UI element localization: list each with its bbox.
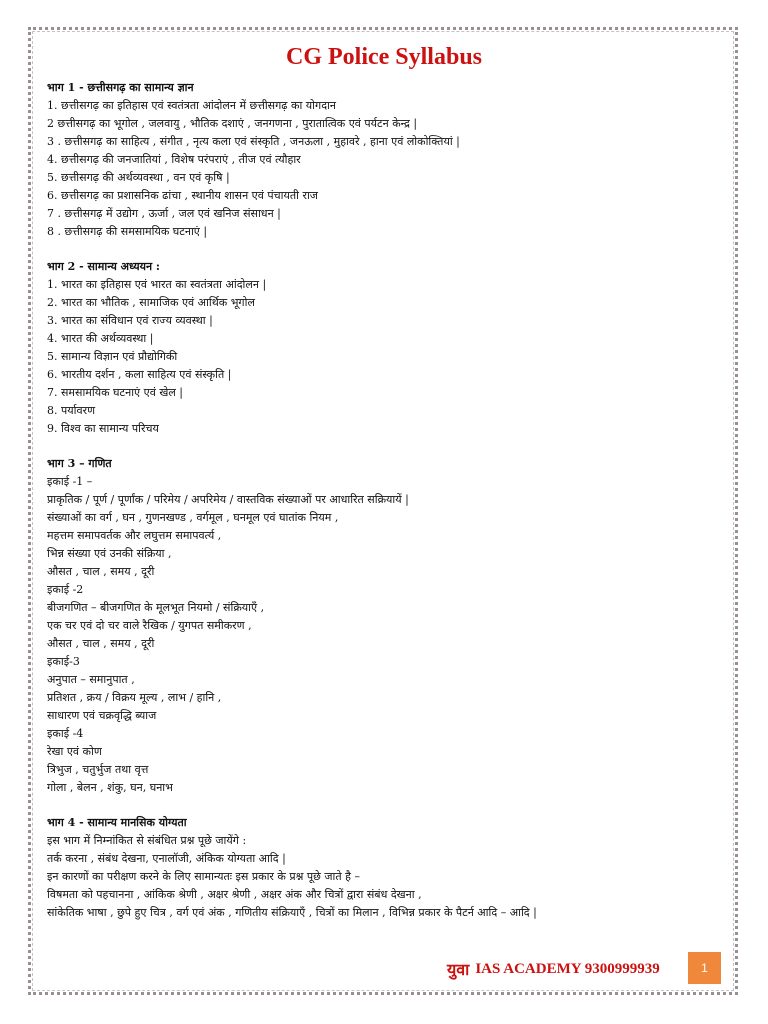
syllabus-line: प्राकृतिक / पूर्ण / पूर्णांक / परिमेय / अपरिमेय / वास्तविक संख्याओं पर आधारित सक्रियायें | [47,493,409,506]
syllabus-line: 3 . छत्तीसगढ़ का साहित्य , संगीत , नृत्य कला एवं संस्कृति , जनऊला , मुहावरे , हाना एवं लोकोक्तियां | [47,135,460,148]
syllabus-section-3 [47,455,717,797]
syllabus-line: सांकेतिक भाषा , छुपे हुए चित्र , वर्ग एवं अंक , गणितीय संक्रियाएँ , चित्रों का मिलान , विभिन्न प्रकार के पैटर्न आदि – आदि | [47,906,537,919]
syllabus-line: इकाई -1 – [47,475,93,488]
footer-brand-yuva: युवा [447,960,470,979]
syllabus-line: 4. छत्तीसगढ़ की जनजातियां , विशेष परंपराएं , तीज एवं त्यौहार [47,153,301,166]
document-title: CG Police Syllabus [285,44,483,70]
syllabus-line: भिन्न संख्या एवं उनकी संक्रिया , [47,547,172,560]
syllabus-line: गोला , बेलन , शंकु, घन, घनाभ [47,781,173,794]
syllabus-line: 6. भारतीय दर्शन , कला साहित्य एवं संस्कृति | [47,368,232,381]
syllabus-line: इकाई -2 [47,583,84,596]
syllabus-line: 9. विश्व का सामान्य परिचय [47,422,159,435]
syllabus-line: इकाई -4 [47,727,84,740]
syllabus-line: इस भाग में निम्नांकित से संबंधित प्रश्न पूछे जायेंगे : [47,834,247,847]
syllabus-line: बीजगणित – बीजगणित के मूलभूत नियमो / संक्रियाएँ , [47,601,265,614]
page-number-badge: 1 [688,952,721,984]
syllabus-line: 8 . छत्तीसगढ़ की समसामयिक घटनाएं | [47,225,208,238]
syllabus-section-4 [47,814,717,922]
syllabus-line: 1. छत्तीसगढ़ का इतिहास एवं स्वतंत्रता आंदोलन में छत्तीसगढ़ का योगदान [47,99,337,112]
syllabus-section-1 [47,79,717,241]
section-heading: भाग 3 – गणित [47,457,112,470]
syllabus-line: 5. सामान्य विज्ञान एवं प्रौद्योगिकी [47,350,178,363]
syllabus-line: 2 छत्तीसगढ़ का भूगोल , जलवायु , भौतिक दशाएं , जनगणना , पुरातात्विक एवं पर्यटन केन्द्र | [47,117,418,130]
syllabus-line: तर्क करना , संबंध देखना, एनालॉजी, अंकिक योग्यता आदि | [47,852,286,865]
syllabus-line: रेखा एवं कोण [47,745,102,758]
syllabus-content [47,79,717,922]
syllabus-line: विषमता को पहचानना , आंकिक श्रेणी , अक्षर श्रेणी , अक्षर अंक और चित्रों द्वारा संबंध देखना , [47,888,422,901]
syllabus-line: त्रिभुज , चतुर्भुज तथा वृत्त [47,763,149,776]
footer-brand [447,958,660,980]
syllabus-line: साधारण एवं चक्रवृद्धि ब्याज [47,709,157,722]
section-heading: भाग 4 - सामान्य मानसिक योग्यता [47,816,187,829]
syllabus-line: 4. भारत की अर्थव्यवस्था | [47,332,154,345]
syllabus-line: 1. भारत का इतिहास एवं भारत का स्वतंत्रता आंदोलन | [47,278,267,291]
syllabus-line: 7 . छत्तीसगढ़ में उद्योग , ऊर्जा , जल एवं खनिज संसाधन | [47,207,281,220]
syllabus-line: 3. भारत का संविधान एवं राज्य व्यवस्था | [47,314,213,327]
syllabus-line: एक चर एवं दो चर वाले रैखिक / युगपत समीकरण , [47,619,252,632]
syllabus-line: महत्तम समापवर्तक और लघुत्तम समापवर्त्य , [47,529,222,542]
syllabus-line: 6. छत्तीसगढ़ का प्रशासनिक ढांचा , स्थानीय शासन एवं पंचायती राज [47,189,318,202]
syllabus-line: 5. छत्तीसगढ़ की अर्थव्यवस्था , वन एवं कृषि | [47,171,230,184]
section-heading: भाग 2 - सामान्य अध्ययन : [47,260,160,273]
syllabus-line: 2. भारत का भौतिक , सामाजिक एवं आर्थिक भूगोल [47,296,255,309]
syllabus-line: संख्याओं का वर्ग , घन , गुणनखण्ड , वर्गमूल , घनमूल एवं घातांक नियम , [47,511,339,524]
syllabus-line: प्रतिशत , क्रय / विक्रय मूल्य , लाभ / हानि , [47,691,222,704]
syllabus-line: औसत , चाल , समय , दूरी [47,565,155,578]
syllabus-section-2 [47,258,717,438]
syllabus-line: औसत , चाल , समय , दूरी [47,637,155,650]
syllabus-line: अनुपात – समानुपात , [47,673,135,686]
syllabus-line: 7. समसामयिक घटनाएं एवं खेल | [47,386,183,399]
syllabus-line: 8. पर्यावरण [47,404,96,417]
syllabus-line: इन कारणों का परीक्षण करने के लिए सामान्यतः इस प्रकार के प्रश्न पूछे जाते है – [47,870,360,883]
footer-academy-contact: IAS ACADEMY 9300999939 [475,960,660,977]
syllabus-line: इकाई-3 [47,655,80,668]
section-heading: भाग 1 - छत्तीसगढ़ का सामान्य ज्ञान [47,81,194,94]
